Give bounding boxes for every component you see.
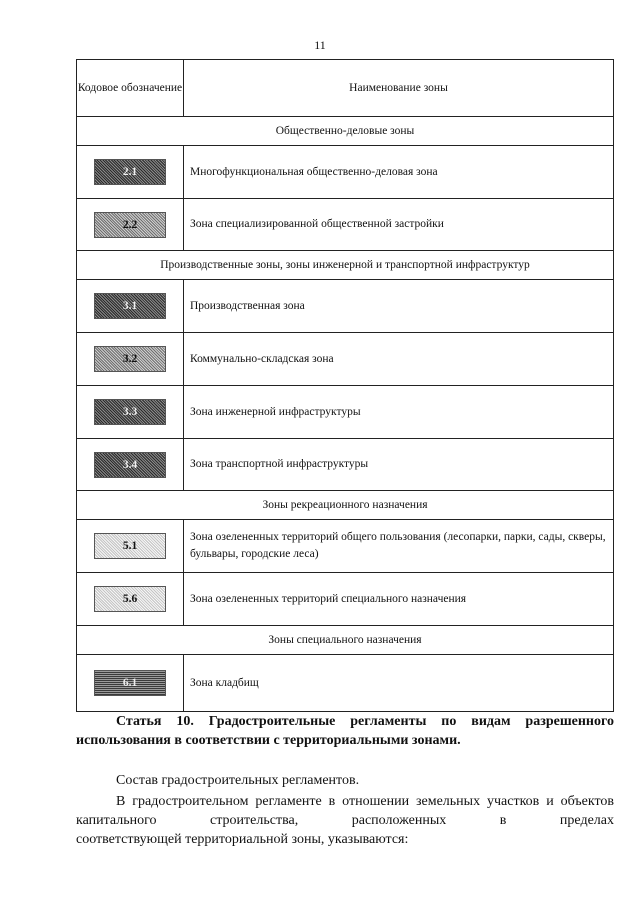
zone-swatch: 6.1 <box>94 670 166 696</box>
header-code: Кодовое обозначение <box>77 60 184 117</box>
table-row <box>77 520 614 573</box>
zone-swatch: 3.4 <box>94 452 166 478</box>
zone-swatch: 5.1 <box>94 533 166 559</box>
table-row <box>77 333 614 386</box>
zone-name: Зона кладбищ <box>184 655 614 712</box>
section-title: Зоны специального назначения <box>77 626 614 655</box>
zone-swatch: 2.2 <box>94 212 166 238</box>
table-row <box>77 386 614 439</box>
zone-name: Зона озелененных территорий специального назначения <box>184 573 614 626</box>
table-row <box>77 146 614 199</box>
paragraph: В градостроительном регламенте в отношении земельных участков и объектов капитального строительства, расположенных в пределах <box>76 794 614 828</box>
table-row <box>77 280 614 333</box>
page-number: 11 <box>314 38 326 52</box>
zone-swatch: 3.2 <box>94 346 166 372</box>
zone-name: Зона инженерной инфраструктуры <box>184 386 614 439</box>
zone-swatch: 2.1 <box>94 159 166 185</box>
zones-table <box>76 59 614 712</box>
zone-name: Зона транспортной инфраструктуры <box>184 439 614 491</box>
table-row <box>77 439 614 491</box>
table-row <box>77 655 614 712</box>
table-row <box>77 573 614 626</box>
table-row <box>77 199 614 251</box>
zone-name: Коммунально-складская зона <box>184 333 614 386</box>
zone-swatch: 5.6 <box>94 586 166 612</box>
header-name: Наименование зоны <box>184 60 614 117</box>
table-header-row <box>77 60 614 117</box>
section-title: Зоны рекреационного назначения <box>77 491 614 520</box>
section-title: Общественно-деловые зоны <box>77 117 614 146</box>
zone-swatch: 3.1 <box>94 293 166 319</box>
zone-swatch: 3.3 <box>94 399 166 425</box>
zone-name: Многофункциональная общественно-деловая зона <box>184 146 614 199</box>
section-title: Производственные зоны, зоны инженерной и транспортной инфраструктур <box>77 251 614 280</box>
paragraph: Состав градостроительных регламентов. <box>116 773 360 788</box>
zone-name: Зона озелененных территорий общего пользования (лесопарки, парки, сады, скверы, бульвары, городские леса) <box>184 520 614 573</box>
zone-name: Производственная зона <box>184 280 614 333</box>
zone-name: Зона специализированной общественной застройки <box>184 199 614 251</box>
paragraph: соответствующей территориальной зоны, указываются: <box>76 832 409 847</box>
article-heading: Статья 10. Градостроительные регламенты по видам разрешенного использования в соответствии с территориальными зонами. <box>76 714 614 748</box>
